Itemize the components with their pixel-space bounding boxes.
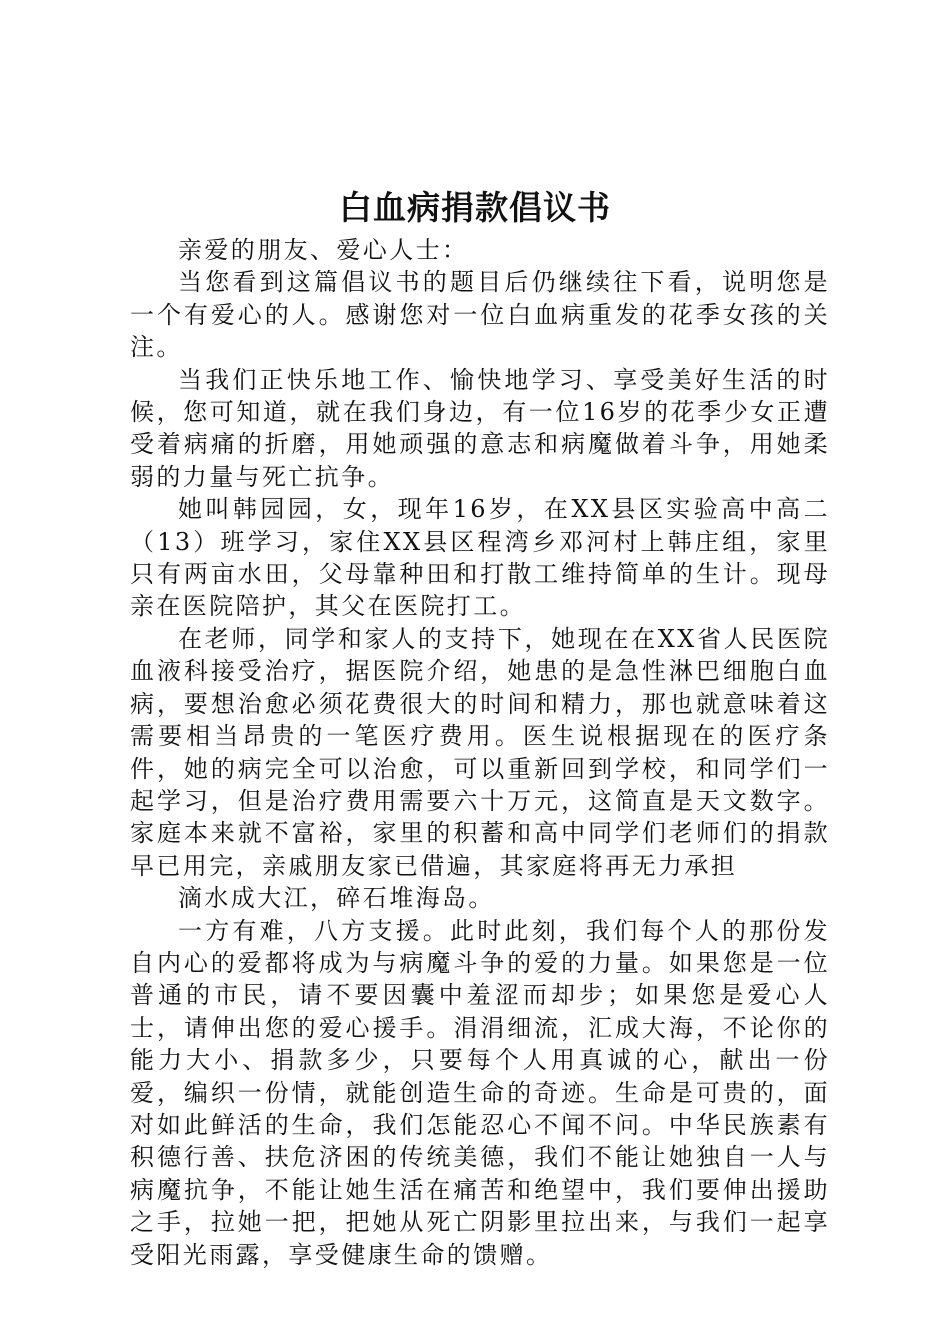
document-title: 白血病捐款倡议书 bbox=[339, 188, 611, 227]
slogan-paragraph: 滴水成大江，碎石堆海岛。 bbox=[178, 884, 495, 913]
intro-paragraph: 当您看到这篇倡议书的题目后仍继续往下看，说明您是一个有爱心的人。感谢您对一位白血病重发的花季女孩的关注。 bbox=[130, 268, 830, 362]
salutation-paragraph: 亲爱的朋友、爱心人士： bbox=[178, 236, 469, 264]
treatment-paragraph: 在老师，同学和家人的支持下，她现在在XX省人民医院血液科接受治疗，据医院介绍，她患的是急性淋巴细胞白血病，要想治愈必须花费很大的时间和精力，那也就意味着这需要相当昂贵的一笔医疗费用。医生说根据现在的医疗条件，她的病完全可以治愈，可以重新回到学校，和同学们一起学习，但是治疗费用需要六十万元，这简直是天文数字。家庭本来就不富裕，家里的积蓄和高中同学们老师们的捐款早已用完，亲戚朋友家已借遍，其家庭将再无力承担 bbox=[130, 624, 830, 880]
appeal-paragraph: 一方有难，八方支援。此时此刻，我们每个人的那份发自内心的爱都将成为与病魔斗争的爱的力量。如果您是一位普通的市民，请不要因囊中羞涩而却步；如果您是爱心人士，请伸出您的爱心援手。涓涓细流，汇成大海，不论你的能力大小、捐款多少，只要每个人用真诚的心，献出一份爱，编织一份情，就能创造生命的奇迹。生命是可贵的，面对如此鲜活的生命，我们怎能忍心不闻不问。中华民族素有积德行善、扶危济困的传统美德，我们不能让她独自一人与病魔抗争，不能让她生活在痛苦和绝望中，我们要伸出援助之手，拉她一把，把她从死亡阴影里拉出来，与我们一起享受阳光雨露，享受健康生命的馈赠。 bbox=[130, 916, 830, 1269]
patient-info-paragraph: 她叫韩园园，女，现年16岁，在XX县区实验高中高二（13）班学习，家住XX县区程湾乡邓河村上韩庄组，家里只有两亩水田，父母靠种田和打散工维持简单的生计。现母亲在医院陪护，其父在医院打工。 bbox=[130, 495, 830, 621]
context-paragraph: 当我们正快乐地工作、愉快地学习、享受美好生活的时候，您可知道，就在我们身边，有一位16岁的花季少女正遭受着病痛的折磨，用她顽强的意志和病魔做着斗争，用她柔弱的力量与死亡抗争。 bbox=[130, 365, 830, 491]
document-body bbox=[130, 234, 830, 1271]
